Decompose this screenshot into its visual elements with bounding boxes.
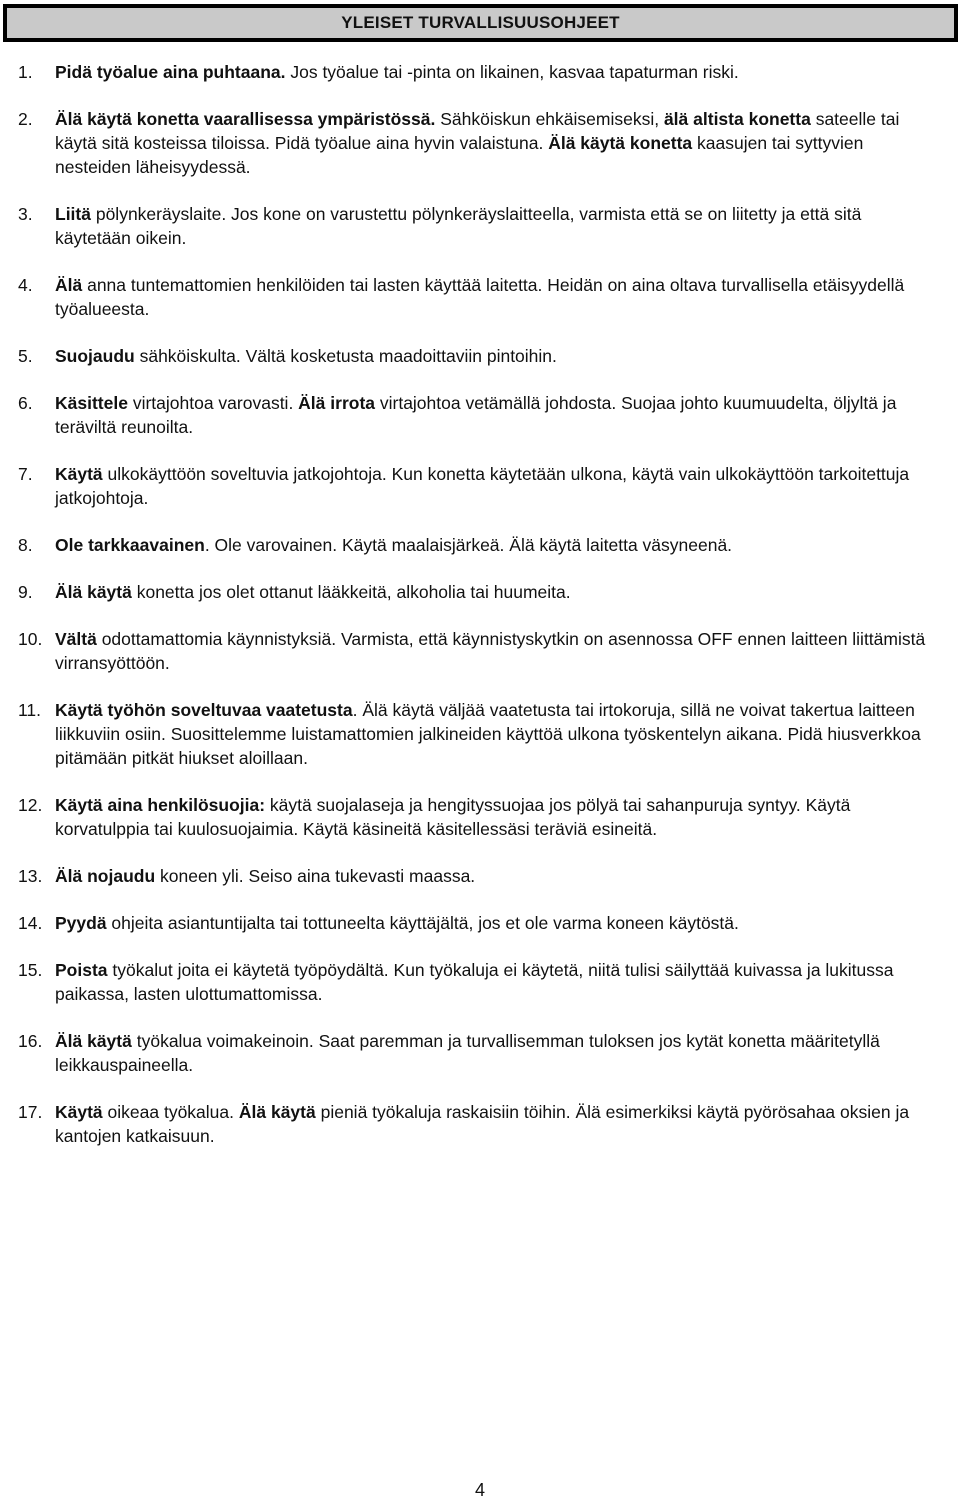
rule-number: 14. <box>18 913 43 933</box>
rule-emphasis: Älä käytä <box>55 1031 132 1051</box>
rule-text <box>55 273 960 321</box>
rule-emphasis: Älä käytä konetta vaarallisessa ympäristössä. <box>55 109 436 129</box>
rule-body: ohjeita asiantuntijalta tai tottuneelta käyttäjältä, jos et ole varma koneen käytöstä. <box>106 913 739 933</box>
rule-body: sähköiskulta. Vältä kosketusta maadoittaviin pintoihin. <box>134 346 557 366</box>
rule-text <box>55 391 960 439</box>
rule-number: 11. <box>18 700 42 720</box>
rule-body: konetta jos olet ottanut lääkkeitä, alkoholia tai huumeita. <box>131 582 571 602</box>
rule-number: 9. <box>18 582 33 602</box>
rule-number: 1. <box>18 62 33 82</box>
rule-number: 4. <box>18 275 33 295</box>
safety-rule <box>0 107 960 179</box>
rule-emphasis: Käsittele <box>55 393 128 413</box>
rule-emphasis: Käytä työhön soveltuvaa vaatetusta <box>55 700 353 720</box>
safety-rule <box>0 202 960 250</box>
rule-number: 15. <box>18 960 43 980</box>
rule-text <box>55 580 960 604</box>
rule-emphasis: Pidä työalue aina puhtaana. <box>55 62 286 82</box>
rule-number: 7. <box>18 464 33 484</box>
rule-text <box>55 958 960 1006</box>
rule-body: Sähköiskun ehkäisemiseksi, <box>435 109 664 129</box>
rule-body: virtajohtoa varovasti. <box>127 393 299 413</box>
rule-text <box>55 533 960 557</box>
rule-text <box>55 1100 960 1148</box>
page-number: 4 <box>474 1480 485 1500</box>
safety-rules-list <box>0 60 960 1171</box>
rule-emphasis: Käytä <box>55 464 103 484</box>
rule-number: 2. <box>18 109 33 129</box>
rule-text <box>55 107 960 179</box>
rule-number: 3. <box>18 204 33 224</box>
rule-emphasis: Älä nojaudu <box>55 866 156 886</box>
rule-emphasis: Käytä aina henkilösuojia: <box>55 795 266 815</box>
safety-rule <box>0 1100 960 1148</box>
page-title: YLEISET TURVALLISUUSOHJEET <box>341 13 620 32</box>
rule-text <box>55 793 960 841</box>
rule-number: 17. <box>18 1102 43 1122</box>
rule-body: kaasujen tai syttyvien nesteiden läheisyydessä. <box>55 133 864 177</box>
rule-emphasis: Vältä <box>55 629 97 649</box>
rule-emphasis: Älä käytä <box>238 1102 316 1122</box>
page-title-bar <box>3 4 958 42</box>
rule-text <box>55 864 960 888</box>
safety-rule <box>0 533 960 557</box>
rule-body: anna tuntemattomien henkilöiden tai lasten käyttää laitetta. Heidän on aina oltava turvallisella etäisyydellä työalueesta. <box>55 275 905 319</box>
rule-body: työkalua voimakeinoin. Saat paremman ja turvallisemman tuloksen jos kytät konetta määritetyllä leikkauspaineella. <box>55 1031 880 1075</box>
rule-body: käytä suojalaseja ja hengityssuojaa jos pölyä tai sahanpuruja syntyy. Käytä korvatulppia tai kuulosuojaimia. Käytä käsineitä käsitellessäsi teräviä esineitä. <box>55 795 851 839</box>
rule-number: 12. <box>18 795 43 815</box>
rule-text <box>55 911 960 935</box>
safety-rule <box>0 698 960 770</box>
rule-emphasis: Ole tarkkaavainen <box>55 535 205 555</box>
safety-rule <box>0 627 960 675</box>
safety-rule <box>0 864 960 888</box>
rule-emphasis: Älä käytä konetta <box>548 133 693 153</box>
rule-body: sateelle tai käytä sitä kosteissa tiloissa. Pidä työalue aina hyvin valaistuna. <box>55 109 900 153</box>
rule-text <box>55 60 960 84</box>
safety-rule <box>0 1029 960 1077</box>
rule-number: 6. <box>18 393 33 413</box>
rule-body: oikeaa työkalua. <box>102 1102 239 1122</box>
rule-body: pieniä työkaluja raskaisiin töihin. Älä esimerkiksi käytä pyörösahaa oksien ja kantojen katkaisuun. <box>55 1102 910 1146</box>
rule-emphasis: Liitä <box>55 204 91 224</box>
rule-body: ulkokäyttöön soveltuvia jatkojohtoja. Kun konetta käytetään ulkona, käytä vain ulkokäyttöön tarkoitettuja jatkojohtoja. <box>55 464 910 508</box>
rule-emphasis: älä altista konetta <box>663 109 811 129</box>
rule-emphasis: Älä irrota <box>298 393 375 413</box>
rule-emphasis: Käytä <box>55 1102 103 1122</box>
rule-text <box>55 627 960 675</box>
rule-body: koneen yli. Seiso aina tukevasti maassa. <box>155 866 476 886</box>
rule-body: . Älä käytä väljää vaatetusta tai irtokoruja, sillä ne voivat takertua laitteen liikkuviin osiin. Suosittelemme luistamattomien jalkineiden käyttöä ulkona työskentelyn aikana. Pidä hiusverkkoa pitämään pitkät hiukset aloillaan. <box>55 700 921 768</box>
safety-rule <box>0 273 960 321</box>
safety-rule <box>0 60 960 84</box>
rule-number: 16. <box>18 1031 43 1051</box>
safety-rule <box>0 911 960 935</box>
rule-body: Jos työalue tai -pinta on likainen, kasvaa tapaturman riski. <box>285 62 739 82</box>
rule-emphasis: Älä käytä <box>55 582 132 602</box>
rule-emphasis: Älä <box>55 275 83 295</box>
rule-emphasis: Poista <box>55 960 108 980</box>
rule-text <box>55 202 960 250</box>
safety-rule <box>0 391 960 439</box>
safety-rule <box>0 344 960 368</box>
rule-body: . Ole varovainen. Käytä maalaisjärkeä. Älä käytä laitetta väsyneenä. <box>204 535 733 555</box>
rule-text <box>55 1029 960 1077</box>
rule-number: 5. <box>18 346 33 366</box>
safety-rule <box>0 580 960 604</box>
rule-text <box>55 698 960 770</box>
safety-rule <box>0 462 960 510</box>
rule-body: työkalut joita ei käytetä työpöydältä. Kun työkaluja ei käytetä, niitä tulisi säilyttää kuivassa ja lukitussa paikassa, lasten ulottumattomissa. <box>55 960 894 1004</box>
rule-text <box>55 462 960 510</box>
rule-body: virtajohtoa vetämällä johdosta. Suojaa johto kuumuudelta, öljyltä ja teräviltä reunoilta. <box>55 393 897 437</box>
rule-body: pölynkeräyslaite. Jos kone on varustettu pölynkeräyslaitteella, varmista että se on liitetty ja että sitä käytetään oikein. <box>55 204 862 248</box>
rule-text <box>55 344 960 368</box>
safety-rule <box>0 958 960 1006</box>
rule-number: 10. <box>18 629 43 649</box>
rule-number: 13. <box>18 866 43 886</box>
safety-rule <box>0 793 960 841</box>
rule-number: 8. <box>18 535 33 555</box>
rule-emphasis: Suojaudu <box>55 346 135 366</box>
rule-body: odottamattomia käynnistyksiä. Varmista, että käynnistyskytkin on asennossa OFF ennen laitteen liittämistä virransyöttöön. <box>55 629 926 673</box>
rule-emphasis: Pyydä <box>55 913 107 933</box>
